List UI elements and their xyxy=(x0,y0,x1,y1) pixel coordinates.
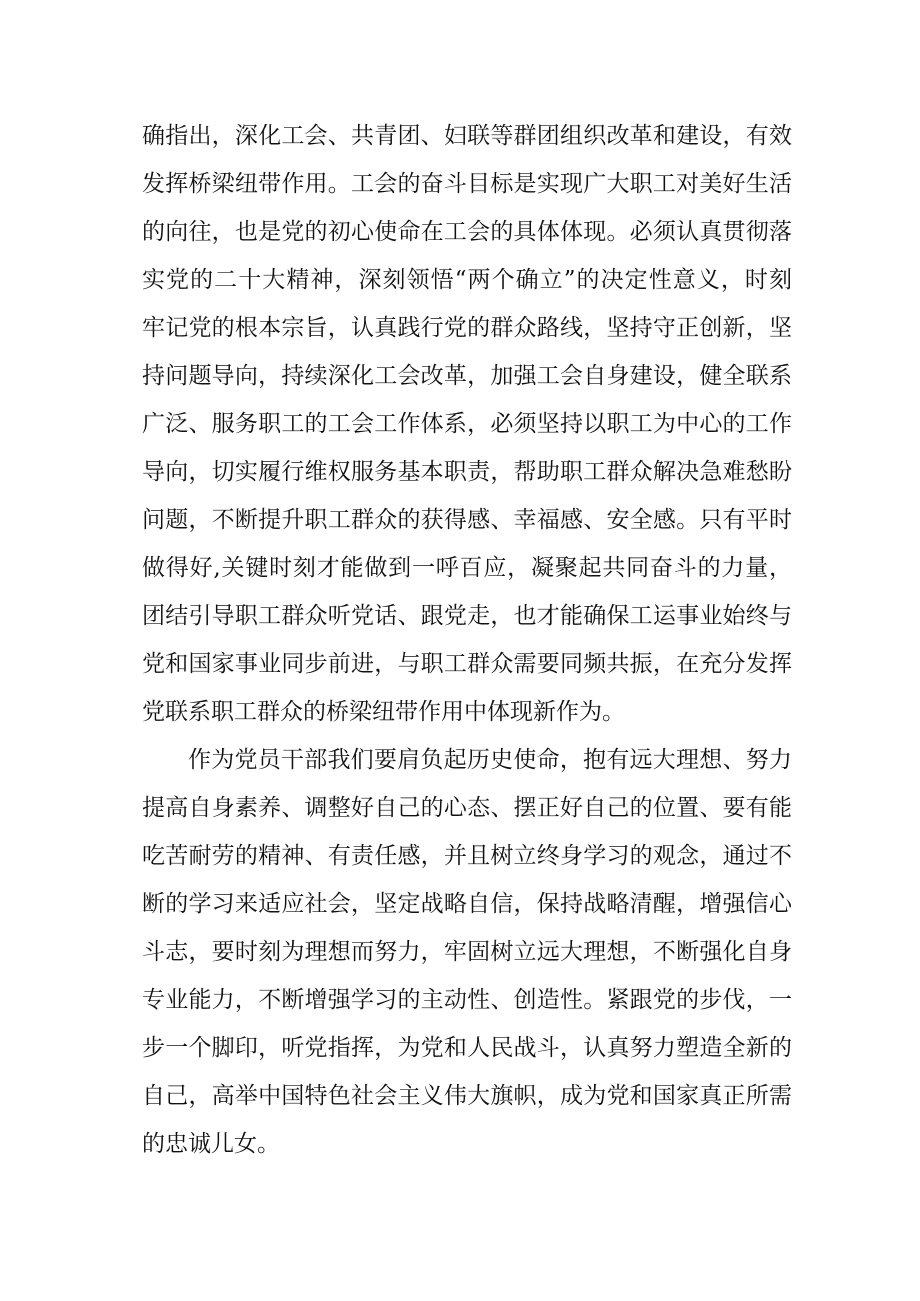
text-line: 自己，高举中国特色社会主义伟大旗帜，成为党和国家真正所需 xyxy=(142,1083,792,1109)
text-line: 断的学习来适应社会，坚定战略自信，保持战略清醒，增强信心 xyxy=(142,891,792,917)
text-line: 实党的二十大精神，深刻领悟“两个确立”的决定性意义，时刻 xyxy=(142,267,792,293)
paragraph-2 xyxy=(142,736,792,1168)
text-line: 确指出，深化工会、共青团、妇联等群团组织改革和建设，有效 xyxy=(142,123,792,149)
text-line: 的向往，也是党的初心使命在工会的具体体现。必须认真贯彻落 xyxy=(142,219,792,245)
text-line: 导向，切实履行维权服务基本职责，帮助职工群众解决急难愁盼 xyxy=(142,459,792,485)
text-line: 的忠诚儿女。 xyxy=(142,1131,280,1157)
text-line: 吃苦耐劳的精神、有责任感，并且树立终身学习的观念，通过不 xyxy=(142,843,792,869)
text-line: 牢记党的根本宗旨，认真践行党的群众路线，坚持守正创新，坚 xyxy=(142,315,792,341)
text-line: 做得好,关键时刻才能做到一呼百应，凝聚起共同奋斗的力量， xyxy=(142,555,792,581)
paragraph-1 xyxy=(142,112,792,736)
text-line: 广泛、服务职工的工会工作体系，必须坚持以职工为中心的工作 xyxy=(142,411,792,437)
text-line: 问题，不断提升职工群众的获得感、幸福感、安全感。只有平时 xyxy=(142,507,792,533)
text-line: 斗志，要时刻为理想而努力，牢固树立远大理想，不断强化自身 xyxy=(142,939,792,965)
text-line: 党和国家事业同步前进，与职工群众需要同频共振，在充分发挥 xyxy=(142,651,792,677)
text-line: 团结引导职工群众听党话、跟党走，也才能确保工运事业始终与 xyxy=(142,603,792,629)
text-line: 持问题导向，持续深化工会改革，加强工会自身建设，健全联系 xyxy=(142,363,792,389)
text-line: 专业能力，不断增强学习的主动性、创造性。紧跟党的步伐，一 xyxy=(142,987,792,1013)
text-line: 提高自身素养、调整好自己的心态、摆正好自己的位置、要有能 xyxy=(142,795,792,821)
text-line: 发挥桥梁纽带作用。工会的奋斗目标是实现广大职工对美好生活 xyxy=(142,171,792,197)
text-line: 党联系职工群众的桥梁纽带作用中体现新作为。 xyxy=(142,699,625,725)
text-line: 步一个脚印，听党指挥，为党和人民战斗，认真努力塑造全新的 xyxy=(142,1035,792,1061)
text-line: 作为党员干部我们要肩负起历史使命，抱有远大理想、努力 xyxy=(188,747,792,773)
